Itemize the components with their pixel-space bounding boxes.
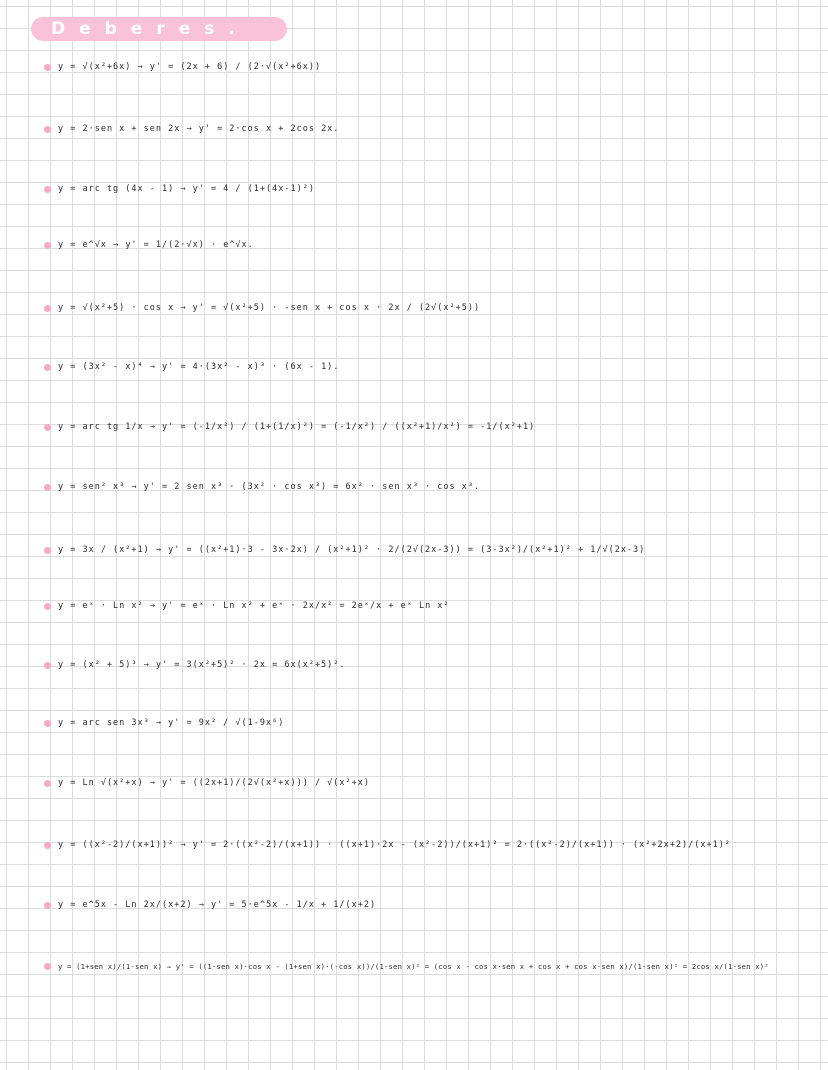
exercise-16: y = (1+sen x)/(1-sen x) → y' = ((1-sen x)·cos x - (1+sen x)·(-cos x))/(1-sen x)² = (cos x - cos x·sen x + cos x + cos x·sen x)/(1-sen x)² = 2cos x/(1-sen x)² [44,962,769,971]
exercise-4-equation: y = e^√x [58,240,107,250]
exercise-9: y = 3x / (x²+1) → y' = ((x²+1)·3 - 3x·2x) / (x²+1)² · 2/(2√(2x-3)) = (3-3x²)/(x²+1)² + 1/√(2x-3) [44,545,645,555]
exercise-11-equation: y = (x² + 5)³ [58,660,138,670]
bullet-dot [44,902,51,909]
title-banner [31,17,287,41]
bullet-dot [44,603,51,610]
exercise-11: y = (x² + 5)³ → y' = 3(x²+5)² · 2x = 6x(x²+5)². [44,660,346,670]
exercise-3: y = arc tg (4x - 1) → y' = 4 / (1+(4x-1)²) [44,184,315,194]
exercise-16-equation: y = (1+sen x)/(1-sen x) [58,962,163,971]
exercise-13-equation: y = Ln √(x²+x) [58,778,144,788]
page-title: Deberes. [51,19,249,39]
exercise-8: y = sen² x³ → y' = 2 sen x³ · (3x² · cos x³) = 6x² · sen x³ · cos x³. [44,482,480,492]
exercise-15-equation: y = e^5x - Ln 2x/(x+2) [58,900,193,910]
exercise-5: y = √(x²+5) · cos x → y' = √(x²+5) · -sen x + cos x · 2x / (2√(x²+5)) [44,303,480,313]
exercise-16-derivative: y' = ((1-sen x)·cos x - (1+sen x)·(-cos x))/(1-sen x)² = (cos x - cos x·sen x + cos x + cos x·sen x)/(1-sen x)² = 2cos x/(1-sen x)² [175,962,769,971]
exercise-4-derivative: y' = 1/(2·√x) · e^√x. [125,240,254,250]
exercise-5-equation: y = √(x²+5) · cos x [58,303,175,313]
exercise-4: y = e^√x → y' = 1/(2·√x) · e^√x. [44,240,254,250]
bullet-dot [44,963,51,970]
bullet-dot [44,64,51,71]
exercise-12: y = arc sen 3x³ → y' = 9x² / √(1-9x⁶) [44,718,284,728]
exercise-6-derivative: y' = 4·(3x² - x)³ · (6x - 1). [162,362,340,372]
exercise-11-derivative: y' = 3(x²+5)² · 2x = 6x(x²+5)². [155,660,346,670]
bullet-dot [44,547,51,554]
exercise-1-derivative: y' = (2x + 6) / (2·√(x²+6x)) [149,62,322,72]
exercise-14-equation: y = ((x²-2)/(x+1))² [58,840,175,850]
bullet-dot [44,186,51,193]
exercise-6: y = (3x² - x)⁴ → y' = 4·(3x² - x)³ · (6x - 1). [44,362,339,372]
exercise-9-derivative: y' = ((x²+1)·3 - 3x·2x) / (x²+1)² · 2/(2√(2x-3)) = (3-3x²)/(x²+1)² + 1/√(2x-3) [168,545,646,555]
exercise-12-derivative: y' = 9x² / √(1-9x⁶) [168,718,285,728]
exercise-7: y = arc tg 1/x → y' = (-1/x²) / (1+(1/x)²) = (-1/x²) / ((x²+1)/x²) = -1/(x²+1) [44,422,535,432]
exercise-10-derivative: y' = eˣ · Ln x² + eˣ · 2x/x² = 2eˣ/x + eˣ Ln x² [162,601,450,611]
exercise-2: y = 2·sen x + sen 2x → y' = 2·cos x + 2cos 2x. [44,124,339,134]
bullet-dot [44,842,51,849]
exercise-8-equation: y = sen² x³ [58,482,126,492]
exercise-10: y = eˣ · Ln x² → y' = eˣ · Ln x² + eˣ · 2x/x² = 2eˣ/x + eˣ Ln x² [44,601,450,611]
exercise-1: y = √(x²+6x) → y' = (2x + 6) / (2·√(x²+6x)) [44,62,321,72]
bullet-dot [44,662,51,669]
exercise-8-derivative: y' = 2 sen x³ · (3x² · cos x³) = 6x² · sen x³ · cos x³. [143,482,481,492]
bullet-dot [44,424,51,431]
exercise-6-equation: y = (3x² - x)⁴ [58,362,144,372]
bullet-dot [44,242,51,249]
exercise-2-derivative: y' = 2·cos x + 2cos 2x. [198,124,340,134]
exercise-14-derivative: y' = 2·((x²-2)/(x+1)) · ((x+1)·2x - (x²-2))/(x+1)² = 2·((x²-2)/(x+1)) · (x²+2x+2)/(x+1)² [192,840,731,850]
exercise-7-equation: y = arc tg 1/x [58,422,144,432]
exercise-15-derivative: y' = 5·e^5x - 1/x + 1/(x+2) [210,900,377,910]
exercise-12-equation: y = arc sen 3x³ [58,718,150,728]
bullet-dot [44,720,51,727]
bullet-dot [44,484,51,491]
exercise-13-derivative: y' = ((2x+1)/(2√(x²+x))) / √(x²+x) [162,778,371,788]
bullet-dot [44,780,51,787]
bullet-dot [44,126,51,133]
exercise-9-equation: y = 3x / (x²+1) [58,545,150,555]
exercise-15: y = e^5x - Ln 2x/(x+2) → y' = 5·e^5x - 1/x + 1/(x+2) [44,900,376,910]
exercise-14: y = ((x²-2)/(x+1))² → y' = 2·((x²-2)/(x+1)) · ((x+1)·2x - (x²-2))/(x+1)² = 2·((x²-2)/(x+1)) · (x²+2x+2)/(x+1)² [44,840,731,850]
exercise-10-equation: y = eˣ · Ln x² [58,601,144,611]
exercise-1-equation: y = √(x²+6x) [58,62,132,72]
exercise-3-equation: y = arc tg (4x - 1) [58,184,175,194]
exercise-2-equation: y = 2·sen x + sen 2x [58,124,181,134]
exercise-5-derivative: y' = √(x²+5) · -sen x + cos x · 2x / (2√(x²+5)) [192,303,481,313]
bullet-dot [44,305,51,312]
exercise-7-derivative: y' = (-1/x²) / (1+(1/x)²) = (-1/x²) / ((x²+1)/x²) = -1/(x²+1) [162,422,536,432]
bullet-dot [44,364,51,371]
exercise-3-derivative: y' = 4 / (1+(4x-1)²) [192,184,315,194]
exercise-13: y = Ln √(x²+x) → y' = ((2x+1)/(2√(x²+x))) / √(x²+x) [44,778,370,788]
